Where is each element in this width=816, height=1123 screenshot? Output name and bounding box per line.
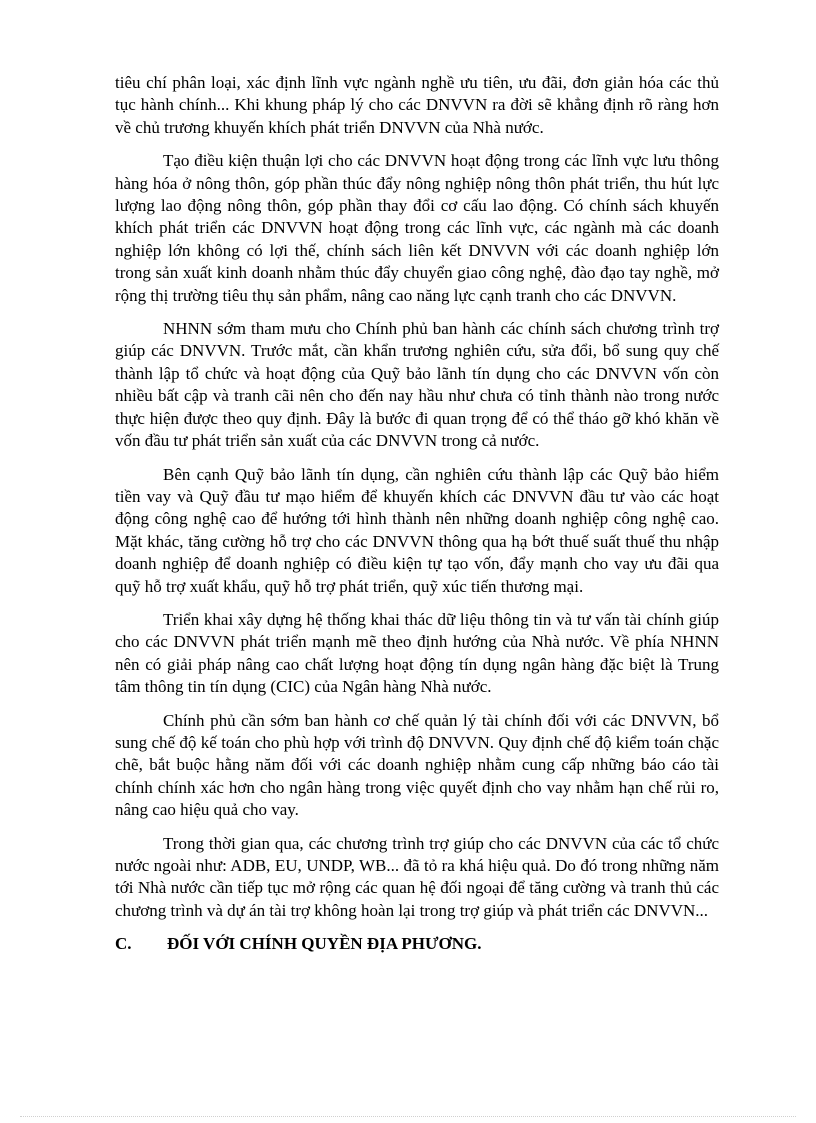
paragraph-international-programs: Trong thời gian qua, các chương trình trợ giúp cho các DNVVN của các tổ chức nước ngoài như: ADB, EU, UNDP, WB... đã tỏ ra khá hiệu quả. Do đó trong những năm tới Nhà nước cần tiếp tục mở rộng các quan hệ đối ngoại để tăng cường và tranh thủ các chương trình và dự án tài trợ không hoàn lại trong trợ giúp và phát triển các DNVVN... [115, 833, 719, 920]
paragraph-information-system: Triển khai xây dựng hệ thống khai thác dữ liệu thông tin và tư vấn tài chính giúp cho các DNVVN phát triển mạnh mẽ theo định hướng của Nhà nước. Về phía NHNN nên có giải pháp nâng cao chất lượng hoạt động tín dụng ngân hàng đặc biệt là Trung tâm thông tin tín dụng (CIC) của Ngân hàng Nhà nước. [115, 609, 719, 697]
page-bottom-divider [20, 1116, 796, 1117]
paragraph-financial-management: Chính phủ cần sớm ban hành cơ chế quản lý tài chính đối với các DNVVN, bổ sung chế độ kế toán cho phù hợp với trình độ DNVVN. Quy định chế độ kiểm toán chặc chẽ, bắt buộc hằng năm đối với các doanh nghiệp nhằm cung cấp những báo cáo tài chính chính xác hơn cho ngân hàng trong việc quyết định cho vay nhằm hạn chế rủi ro, nâng cao hiệu quả cho vay. [115, 710, 719, 820]
paragraph-investment-funds: Bên cạnh Quỹ bảo lãnh tín dụng, cần nghiên cứu thành lập các Quỹ bảo hiểm tiền vay và Quỹ đầu tư mạo hiểm để khuyến khích các DNVVN đầu tư vào các hoạt động công nghệ cao để hướng tới hình thành nên những doanh nghiệp công nghệ cao. Mặt khác, tăng cường hỗ trợ cho các DNVVN thông qua hạ bớt thuế suất thuế thu nhập doanh nghiệp để doanh nghiệp có điều kiện tự tạo vốn, đẩy mạnh cho vay ưu đãi qua quỹ hỗ trợ xuất khẩu, quỹ hỗ trợ phát triển, quỹ xúc tiến thương mại. [115, 464, 719, 596]
document-page [115, 72, 719, 956]
paragraph-rural-support: Tạo điều kiện thuận lợi cho các DNVVN hoạt động trong các lĩnh vực lưu thông hàng hóa ở nông thôn, góp phần thúc đẩy nông nghiệp nông thôn phát triển, thu hút lực lượng lao động nông thôn, góp phần thay đổi cơ cấu lao động. Có chính sách khuyến khích phát triển các DNVVN hoạt động trong các lĩnh vực, các ngành mà các doanh nghiệp lớn không có lợi thế, chính sách liên kết DNVVN với các doanh nghiệp lớn trong sản xuất kinh doanh nhằm thúc đẩy chuyển giao công nghệ, đào đạo tay nghề, mở rộng thị trường tiêu thụ sản phẩm, nâng cao năng lực cạnh tranh cho các DNVVN. [115, 151, 719, 305]
section-heading-text: ĐỐI VỚI CHÍNH QUYỀN ĐỊA PHƯƠNG. [167, 934, 482, 954]
section-heading [115, 933, 719, 955]
paragraph-credit-guarantee: NHNN sớm tham mưu cho Chính phủ ban hành các chính sách chương trình trợ giúp các DNVVN. Trước mắt, cần khẩn trương nghiên cứu, sửa đổi, bổ sung quy chế thành lập tổ chức và hoạt động của Quỹ bảo lãnh tín dụng cho các DNVVN vốn còn nhiều bất cập và tranh cãi nên cho đến nay hầu như chưa có tỉnh thành nào trong nước thực hiện được theo quy định. Đây là bước đi quan trọng để có thể tháo gỡ khó khăn về vốn đầu tư phát triển sản xuất của các DNVVN trong cả nước. [115, 319, 719, 451]
section-heading-label: C. [115, 934, 132, 954]
paragraph-continuation: tiêu chí phân loại, xác định lĩnh vực ngành nghề ưu tiên, ưu đãi, đơn giản hóa các thủ tục hành chính... Khi khung pháp lý cho các DNVVN ra đời sẽ khẳng định rõ ràng hơn về chủ trương khuyến khích phát triển DNVVN của Nhà nước. [115, 73, 719, 137]
